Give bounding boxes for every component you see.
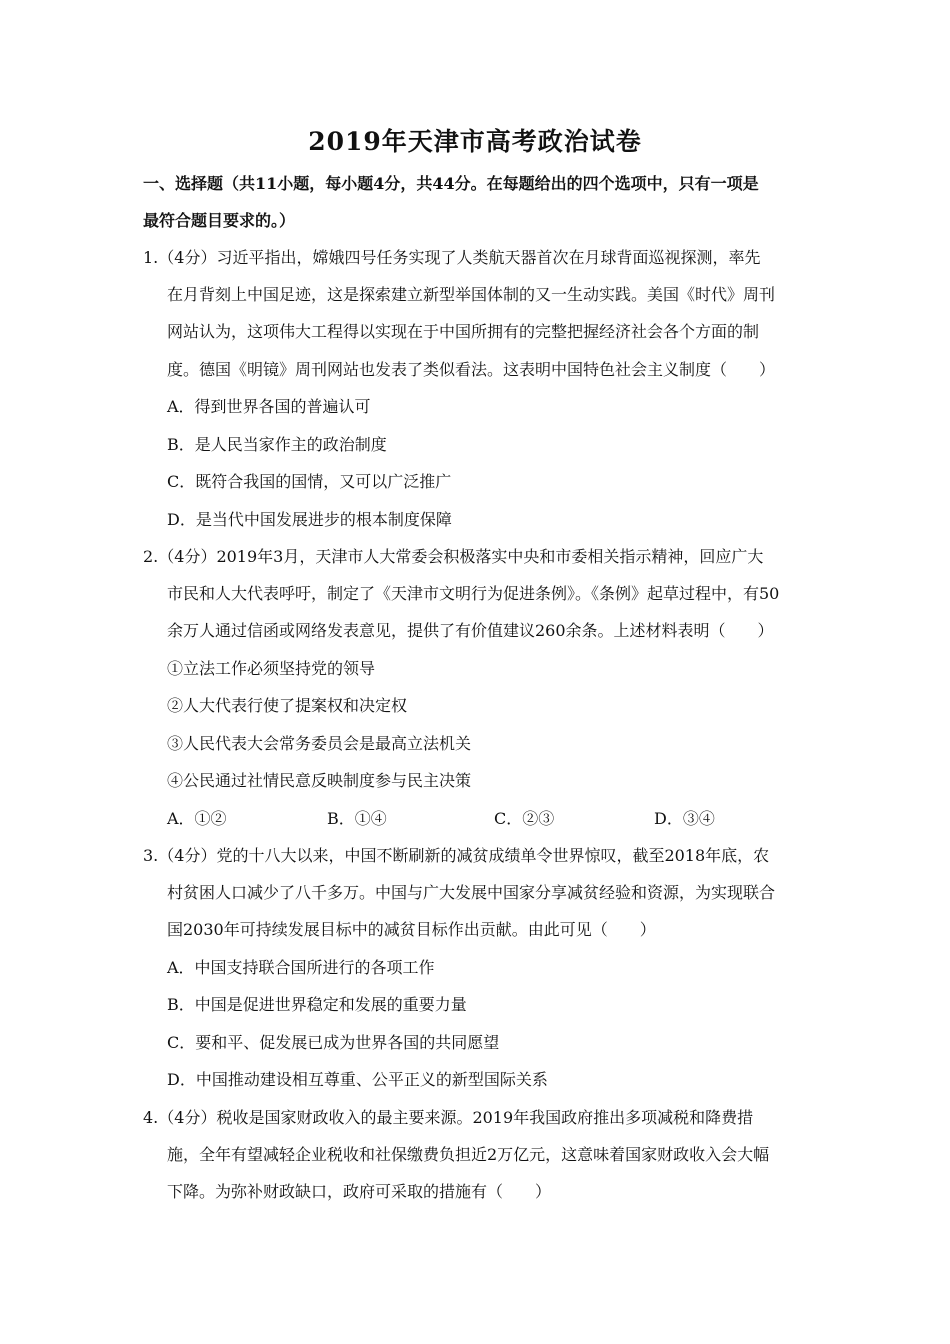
question-2-statement-3: ③人民代表大会常务委员会是最高立法机关 — [167, 734, 472, 753]
question-4-line-3: 下降。为弥补财政缺口，政府可采取的措施有（ ） — [167, 1182, 552, 1201]
question-1-option-c: C．既符合我国的国情，又可以广泛推广 — [167, 472, 452, 491]
question-2-option-d: D．③④ — [654, 809, 715, 828]
question-3-line-1: 3.（4分）党的十八大以来，中国不断刷新的减贫成绩单令世界惊叹，截至2018年底，农 — [143, 846, 770, 865]
question-2-line-3: 余万人通过信函或网络发表意见，提供了有价值建议260余条。上述材料表明（ ） — [167, 621, 774, 640]
question-2-statement-4: ④公民通过社情民意反映制度参与民主决策 — [167, 771, 472, 790]
question-1-option-d: D．是当代中国发展进步的根本制度保障 — [167, 510, 452, 529]
question-3-option-a: A．中国支持联合国所进行的各项工作 — [167, 958, 435, 977]
question-1-option-a: A．得到世界各国的普遍认可 — [167, 397, 371, 416]
page-title: 2019年天津市高考政治试卷 — [308, 127, 642, 156]
question-2-statement-2: ②人大代表行使了提案权和决定权 — [167, 696, 408, 715]
question-3-line-3: 国2030年可持续发展目标中的减贫目标作出贡献。由此可见（ ） — [167, 920, 656, 939]
question-4-line-1: 4.（4分）税收是国家财政收入的最主要来源。2019年我国政府推出多项减税和降费措 — [143, 1108, 754, 1127]
question-3-option-d: D．中国推动建设相互尊重、公平正义的新型国际关系 — [167, 1070, 548, 1089]
question-2-statement-1: ①立法工作必须坚持党的领导 — [167, 659, 376, 678]
question-2-option-a: A．①② — [167, 809, 227, 828]
question-3-line-2: 村贫困人口减少了八千多万。中国与广大发展中国家分享减贫经验和资源，为实现联合 — [167, 883, 776, 902]
section-heading-line-1: 一、选择题（共11小题，每小题4分，共44分。在每题给出的四个选项中，只有一项是 — [143, 174, 759, 193]
question-2-line-1: 2.（4分）2019年3月，天津市人大常委会积极落实中央和市委相关指示精神，回应广大 — [143, 547, 764, 566]
question-3-option-c: C．要和平、促发展已成为世界各国的共同愿望 — [167, 1033, 500, 1052]
question-1-line-1: 1.（4分）习近平指出，嫦娥四号任务实现了人类航天器首次在月球背面巡视探测，率先 — [143, 248, 761, 267]
question-4-line-2: 施，全年有望减轻企业税收和社保缴费负担近2万亿元，这意味着国家财政收入会大幅 — [167, 1145, 770, 1164]
question-2-option-b: B．①④ — [327, 809, 387, 828]
section-heading-line-2: 最符合题目要求的。） — [143, 211, 296, 230]
question-1-line-3: 网站认为，这项伟大工程得以实现在于中国所拥有的完整把握经济社会各个方面的制 — [167, 322, 760, 341]
question-1-line-4: 度。德国《明镜》周刊网站也发表了类似看法。这表明中国特色社会主义制度（ ） — [167, 360, 776, 379]
question-1-line-2: 在月背刻上中国足迹，这是探索建立新型举国体制的又一生动实践。美国《时代》周刊 — [167, 285, 776, 304]
question-2-line-2: 市民和人大代表呼吁，制定了《天津市文明行为促进条例》。《条例》起草过程中，有50 — [167, 584, 780, 603]
question-2-option-c: C．②③ — [494, 809, 555, 828]
question-3-option-b: B．中国是促进世界稳定和发展的重要力量 — [167, 995, 467, 1014]
question-1-option-b: B．是人民当家作主的政治制度 — [167, 435, 387, 454]
